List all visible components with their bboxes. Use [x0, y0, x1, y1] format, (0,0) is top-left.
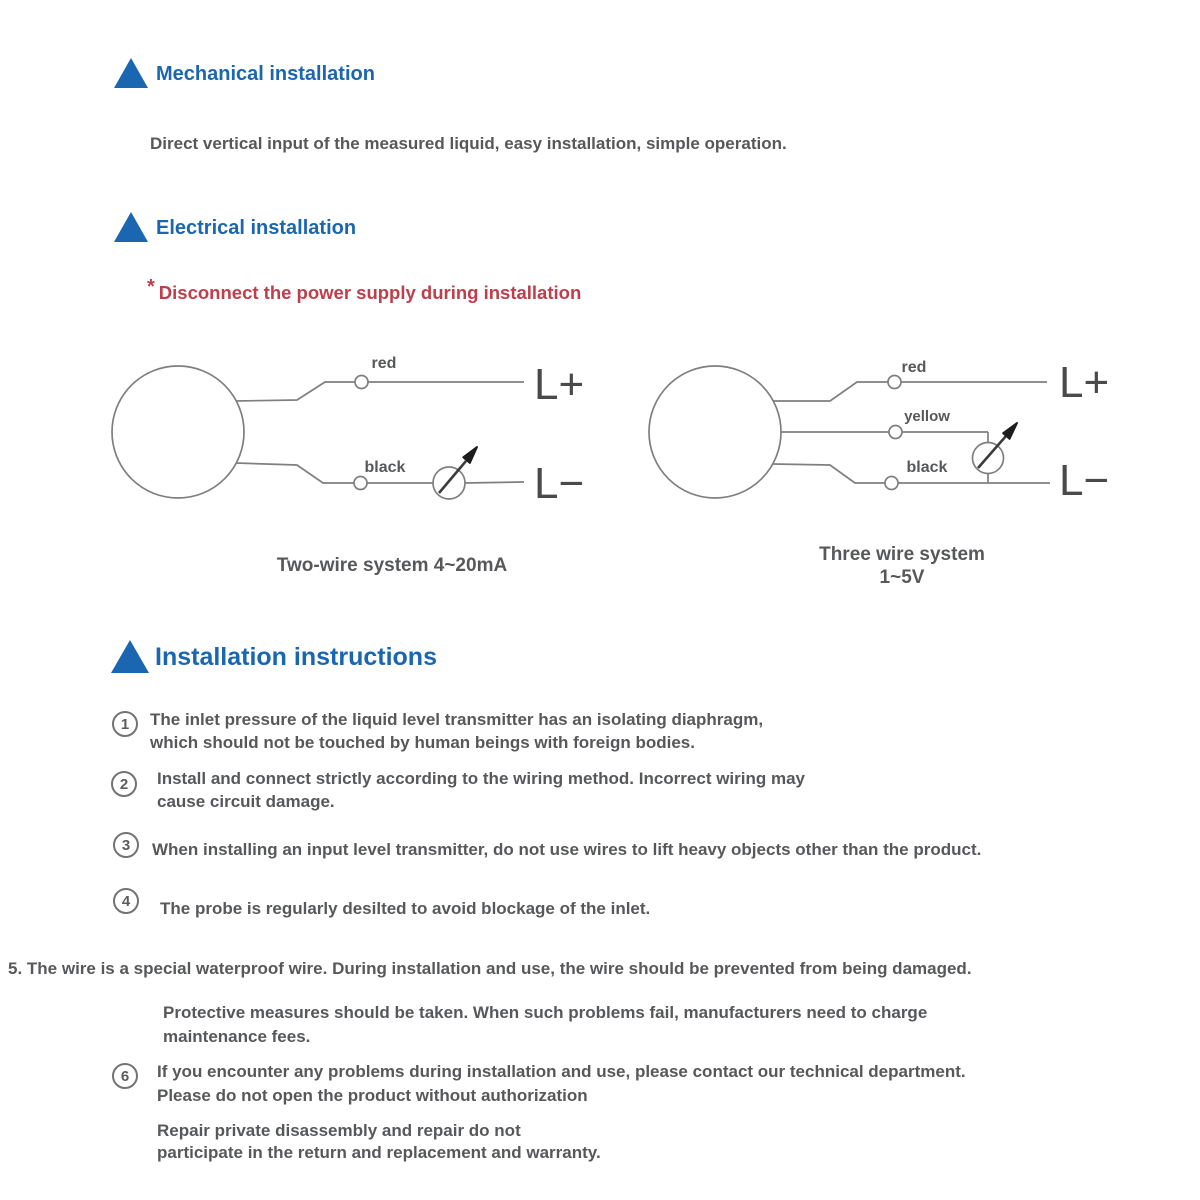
- wire-label-black: black: [364, 459, 406, 476]
- instruction-line: cause circuit damage.: [157, 792, 335, 811]
- instruction-item-1: [150, 708, 763, 754]
- section-title-mechanical: Mechanical installation: [156, 63, 375, 85]
- instruction-line: When installing an input level transmitter, do not use wires to lift heavy objects other than the product.: [152, 840, 982, 859]
- terminal-l-minus: L−: [534, 459, 585, 508]
- wire-label-yellow: yellow: [904, 408, 950, 425]
- instruction-number-1: 1: [112, 711, 138, 737]
- section-triangle-icon: [114, 58, 148, 88]
- mechanical-description: Direct vertical input of the measured liquid, easy installation, simple operation.: [150, 134, 787, 153]
- instruction-line: Repair private disassembly and repair do not: [157, 1121, 521, 1140]
- wire-label-red: red: [371, 355, 397, 372]
- sensor-body-circle: [649, 366, 781, 498]
- warning-asterisk-icon: *: [147, 276, 155, 298]
- section-triangle-icon: [114, 212, 148, 242]
- instruction-line: 5. The wire is a special waterproof wire. During installation and use, the wire should be prevented from being damaged.: [8, 959, 972, 978]
- section-title-instructions: Installation instructions: [155, 643, 437, 671]
- terminal-node-icon: [354, 477, 367, 490]
- instruction-line: The probe is regularly desilted to avoid blockage of the inlet.: [160, 899, 651, 918]
- three-wire-diagram: [640, 340, 1200, 590]
- protective-measures-note: [163, 1001, 927, 1049]
- section-title-electrical: Electrical installation: [156, 217, 357, 239]
- wire-label-black: black: [906, 459, 948, 476]
- terminal-node-icon: [355, 376, 368, 389]
- diagram-caption: Two-wire system 4~20mA: [276, 555, 508, 576]
- instruction-number-2: 2: [111, 771, 137, 797]
- wire-red: [773, 382, 888, 401]
- warranty-note: [157, 1120, 601, 1164]
- wire-label-red: red: [901, 359, 927, 376]
- instruction-number-4: 4: [113, 888, 139, 914]
- wire-black: [236, 463, 354, 483]
- instruction-line: participate in the return and replacement and warranty.: [157, 1143, 601, 1162]
- instruction-number-6: 6: [112, 1063, 138, 1089]
- warning-text: Disconnect the power supply during installation: [158, 282, 582, 303]
- wire-black: [773, 464, 885, 483]
- diagram-caption: Three wire system: [819, 544, 985, 565]
- terminal-l-plus: L+: [534, 360, 585, 409]
- instruction-line: Please do not open the product without authorization: [157, 1086, 588, 1105]
- terminal-node-icon: [885, 477, 898, 490]
- sensor-body-circle: [112, 366, 244, 498]
- instruction-line: Protective measures should be taken. When such problems fail, manufacturers need to charge: [163, 1003, 928, 1022]
- diagram-caption: 1~5V: [879, 567, 925, 588]
- terminal-node-icon: [889, 426, 902, 439]
- instruction-line: Install and connect strictly according to the wiring method. Incorrect wiring may: [157, 769, 806, 788]
- instruction-item-2: [157, 767, 805, 813]
- wire-red: [236, 382, 355, 401]
- instruction-line: which should not be touched by human beings with foreign bodies.: [150, 733, 695, 752]
- instruction-line: The inlet pressure of the liquid level transmitter has an isolating diaphragm,: [150, 710, 764, 729]
- instruction-number-3: 3: [113, 832, 139, 858]
- terminal-l-plus: L+: [1059, 358, 1110, 407]
- two-wire-diagram: [100, 340, 620, 590]
- instruction-line: maintenance fees.: [163, 1027, 311, 1046]
- instruction-item-6: [157, 1060, 966, 1108]
- instruction-item-4: [160, 897, 650, 920]
- instruction-item-3: [152, 838, 981, 861]
- terminal-l-minus: L−: [1059, 456, 1110, 505]
- wire-black: [465, 482, 524, 483]
- meter-needle: [439, 461, 466, 493]
- instruction-line: If you encounter any problems during installation and use, please contact our technical department.: [157, 1062, 966, 1081]
- section-triangle-icon: [111, 640, 149, 673]
- power-warning: [147, 276, 582, 305]
- instruction-item-5: [8, 957, 972, 980]
- terminal-node-icon: [888, 376, 901, 389]
